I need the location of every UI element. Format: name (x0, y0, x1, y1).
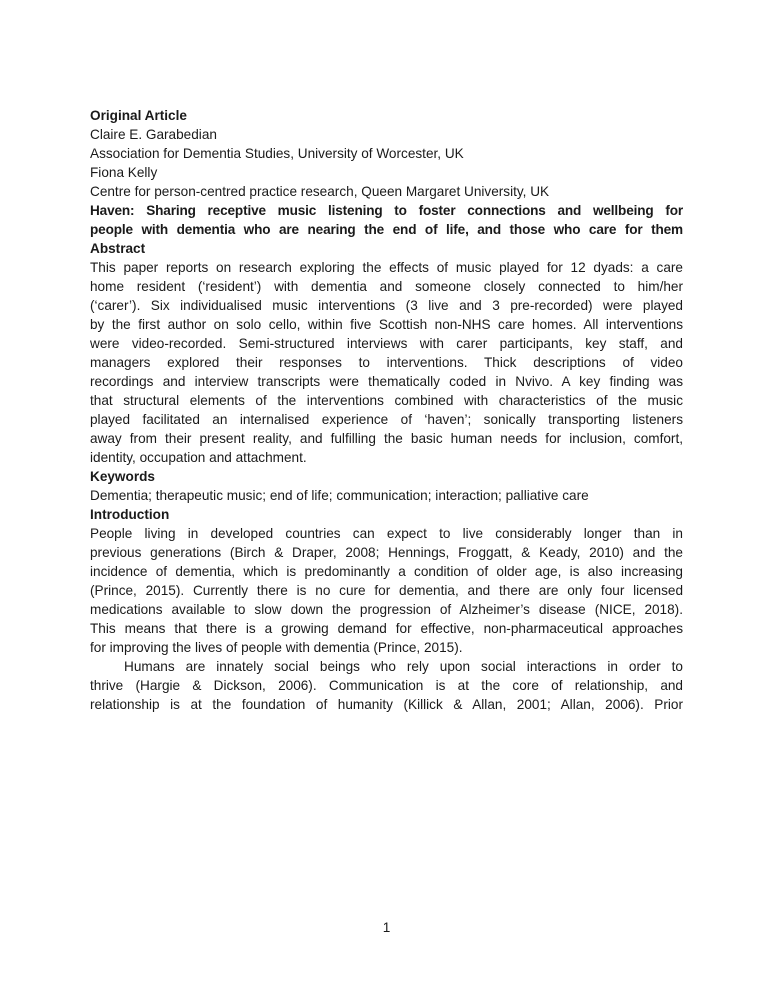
page-number: 1 (382, 920, 391, 935)
abstract-heading: Abstract (90, 241, 146, 256)
author-2-name: Fiona Kelly (90, 165, 158, 180)
introduction-heading: Introduction (90, 507, 170, 522)
author-1-name: Claire E. Garabedian (90, 127, 217, 142)
intro-paragraph-1: People living in developed countries can expect to live considerably longer than in previous generations (Birch & Draper, 2008; Hennings, Froggatt, & Keady, 2010) and the incidence of dementia, which is predominantly a condition of older age, is also increasing (Prince, 2015). Currently there is no cure for dementia, and there are only four licensed medications available to slow down the progression of Alzheimer’s disease (NICE, 2018). This means that there is a growing demand for effective, non-pharmaceutical approaches for improving the lives of people with dementia (Prince, 2015). (90, 526, 683, 655)
author-1-affiliation: Association for Dementia Studies, University of Worcester, UK (90, 146, 464, 161)
author-2-affiliation: Centre for person-centred practice research, Queen Margaret University, UK (90, 184, 550, 199)
article-type-label: Original Article (90, 108, 187, 123)
intro-paragraph-2: Humans are innately social beings who rely upon social interactions in order to thrive (Hargie & Dickson, 2006). Communication is at the core of relationship, and relationship is at the foundation of humanity (Killick & Allan, 2001; Allan, 2006). Prior (90, 659, 683, 712)
page-content (90, 106, 683, 714)
keywords-heading: Keywords (90, 469, 155, 484)
abstract-text: This paper reports on research exploring the effects of music played for 12 dyads: a care home resident (‘resident’) with dementia and someone closely connected to him/her (‘carer’). Six individualised music interventions (3 live and 3 pre-recorded) were played by the first author on solo cello, within five Scottish non-NHS care homes. All interventions were video-recorded. Semi-structured interviews with carer participants, key staff, and managers explored their responses to interventions. Thick descriptions of video recordings and interview transcripts were thematically coded in Nvivo. A key finding was that structural elements of the interventions combined with characteristics of the music played facilitated an internalised experience of ‘haven’; sonically transporting listeners away from their present reality, and fulfilling the basic human needs for inclusion, comfort, identity, occupation and attachment. (90, 260, 683, 465)
article-title: Haven: Sharing receptive music listening to foster connections and wellbeing for people with dementia who are nearing the end of life, and those who care for them (90, 203, 683, 237)
keywords-text: Dementia; therapeutic music; end of life; communication; interaction; palliative care (90, 488, 589, 503)
